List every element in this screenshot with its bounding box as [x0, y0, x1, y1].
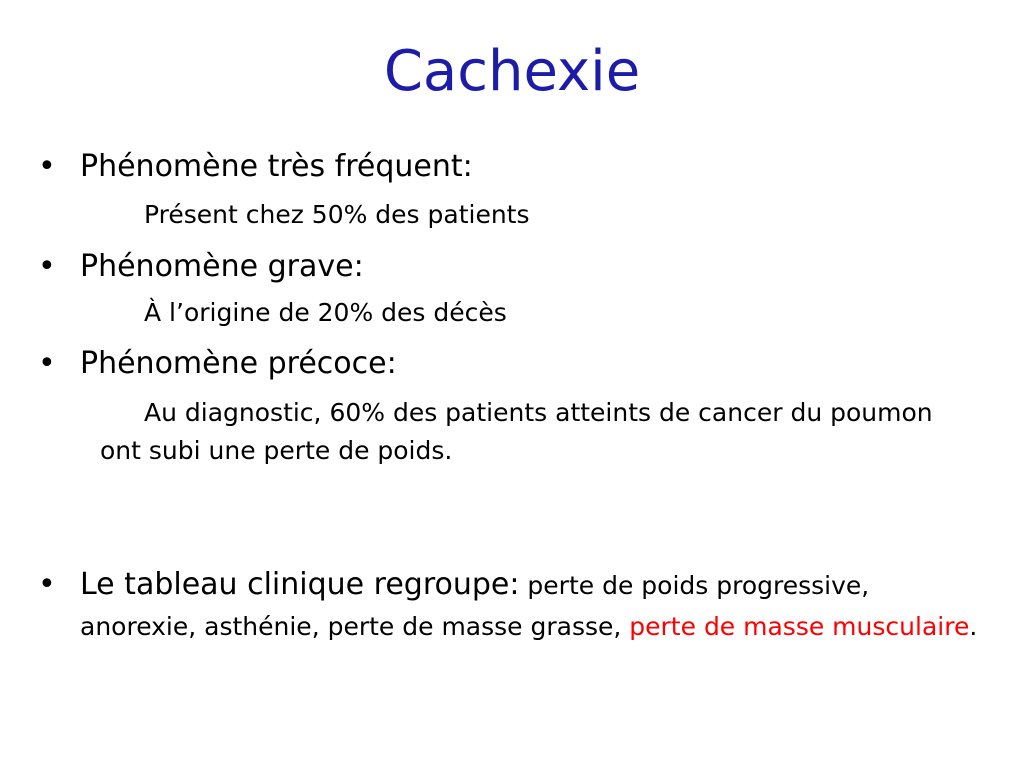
summary-lead: Le tableau clinique regroupe:	[80, 567, 520, 602]
slide-title: Cachexie	[383, 39, 641, 104]
summary-highlight: perte de masse musculaire	[629, 612, 970, 641]
summary-text	[80, 566, 980, 649]
bullet-dot-icon: •	[38, 249, 56, 284]
bullet-detail: Présent chez 50% des patients	[144, 200, 530, 229]
bullet-dot-icon: •	[38, 346, 56, 381]
bullet-heading: Phénomène grave:	[80, 249, 364, 284]
bullet-dot-icon: •	[38, 149, 56, 184]
bullet-heading: Phénomène précoce:	[80, 346, 397, 381]
bullet-dot-icon: •	[38, 567, 56, 602]
bullet-detail: À l’origine de 20% des décès	[144, 298, 507, 327]
summary-end: .	[969, 612, 978, 641]
bullet-detail: Au diagnostic, 60% des patients atteints de cancer du poumon ont subi une perte de poids.	[100, 398, 933, 465]
summary-body: perte de poids progressive, anorexie, asthénie, perte de masse grasse,	[80, 571, 870, 641]
bullet-heading: Phénomène très fréquent:	[80, 149, 473, 184]
